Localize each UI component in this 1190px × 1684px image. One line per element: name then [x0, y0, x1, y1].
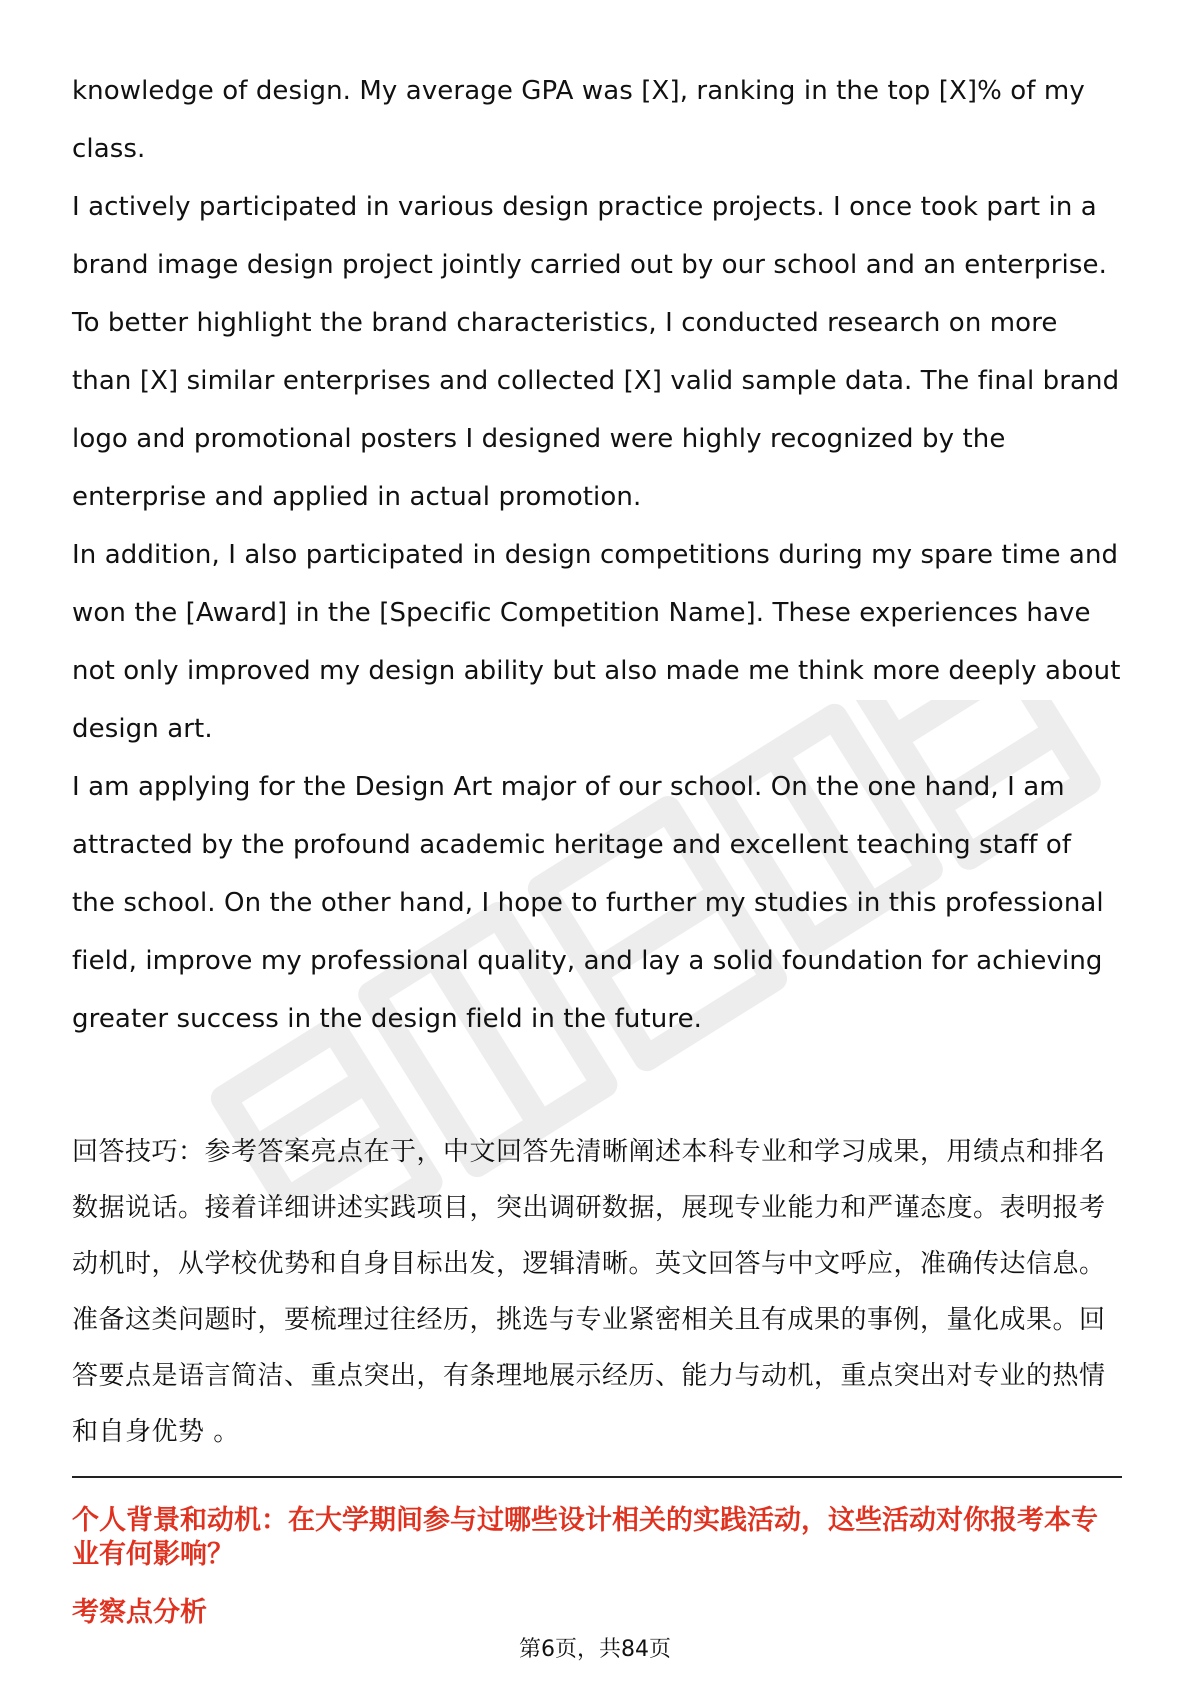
body-paragraph-3: In addition, I also participated in design competitions during my spare time and won the [Award] in the [Specific Competition Name]. These experiences have not only improved my design ability but also made me think more deeply about design art.: [72, 540, 1121, 744]
body-paragraph-2: I actively participated in various design practice projects. I once took part in a brand image design project jointly carried out by our school and an enterprise. To better highlight the brand characteristics, I conducted research on more than [X] similar enterprises and collected [X] valid sample data. The final brand logo and promotional posters I designed were highly recognized by the enterprise and applied in actual promotion.: [72, 192, 1120, 512]
body-paragraph-4: I am applying for the Design Art major of our school. On the one hand, I am attracted by the profound academic heritage and excellent teaching staff of the school. On the other hand, I hope to further my studies in this professional field, improve my professional quality, and lay a solid foundation for achieving greater success in the design field in the future.: [72, 772, 1104, 1034]
document-page: [72, 62, 1122, 1630]
page-number: 第6页，共84页: [519, 1637, 671, 1662]
body-paragraph-1: knowledge of design. My average GPA was [X], ranking in the top [X]% of my class.: [72, 76, 1085, 164]
answer-tips: 回答技巧：参考答案亮点在于，中文回答先清晰阐述本科专业和学习成果，用绩点和排名数据说话。接着详细讲述实践项目，突出调研数据，展现专业能力和严谨态度。表明报考动机时，从学校优势和自身目标出发，逻辑清晰。英文回答与中文呼应，准确传达信息。准备这类问题时，要梳理过往经历，挑选与专业紧密相关且有成果的事例，量化成果。回答要点是语言简洁、重点突出，有条理地展示经历、能力与动机，重点突出对专业的热情和自身优势 。: [72, 1137, 1106, 1447]
analysis-heading: 考察点分析: [72, 1597, 207, 1628]
section-divider: [72, 1476, 1122, 1478]
next-question: 个人背景和动机：在大学期间参与过哪些设计相关的实践活动，这些活动对你报考本专业有何影响？: [72, 1505, 1098, 1570]
